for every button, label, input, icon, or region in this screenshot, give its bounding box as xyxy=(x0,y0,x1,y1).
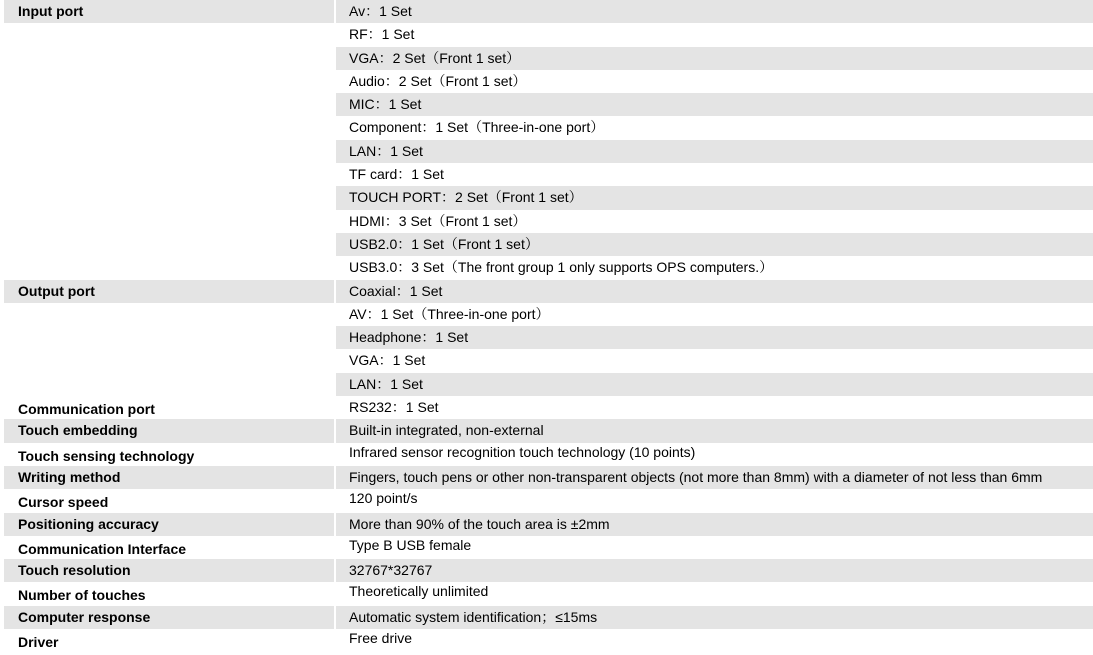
spec-label: Touch resolution xyxy=(4,559,334,582)
spec-label: Output port xyxy=(4,280,334,303)
spec-label xyxy=(4,93,334,116)
spec-value: TOUCH PORT：2 Set（Front 1 set） xyxy=(336,186,1093,209)
spec-value: LAN：1 Set xyxy=(336,373,1093,396)
table-row xyxy=(0,186,1093,209)
spec-label xyxy=(4,23,334,46)
spec-label xyxy=(4,256,334,279)
table-row xyxy=(0,349,1093,372)
spec-label: Computer response xyxy=(4,606,334,629)
spec-label: Communication port xyxy=(18,401,155,418)
spec-value: RS232：1 Set xyxy=(349,399,439,416)
table-row xyxy=(0,536,1093,559)
table-row xyxy=(0,163,1093,186)
spec-value: Fingers, touch pens or other non-transparent objects (not more than 8mm) with a diameter of not less than 6mm xyxy=(336,466,1093,489)
spec-label xyxy=(4,233,334,256)
table-row xyxy=(0,210,1093,233)
spec-value: Component：1 Set（Three-in-one port） xyxy=(349,119,605,136)
spec-label: Driver xyxy=(18,634,59,651)
spec-label xyxy=(4,210,334,233)
table-row xyxy=(0,629,1093,652)
spec-value: RF：1 Set xyxy=(349,26,415,43)
table-row xyxy=(0,93,1093,116)
spec-value: HDMI：3 Set（Front 1 set） xyxy=(349,212,527,229)
spec-label xyxy=(4,373,334,396)
spec-label: Input port xyxy=(4,0,334,23)
table-row xyxy=(0,0,1093,23)
table-row xyxy=(0,606,1093,629)
spec-value: Built-in integrated, non-external xyxy=(336,419,1093,442)
spec-label xyxy=(4,116,334,139)
spec-label xyxy=(4,47,334,70)
spec-label: Writing method xyxy=(4,466,334,489)
spec-value: Av：1 Set xyxy=(336,0,1093,23)
spec-value: Headphone：1 Set xyxy=(336,326,1093,349)
spec-label: Touch sensing technology xyxy=(18,447,195,464)
table-row xyxy=(0,233,1093,256)
table-row xyxy=(0,140,1093,163)
spec-value: 120 point/s xyxy=(349,490,418,507)
spec-value: Coaxial：1 Set xyxy=(336,280,1093,303)
spec-value: AV：1 Set（Three-in-one port） xyxy=(349,305,550,322)
spec-value: MIC：1 Set xyxy=(336,93,1093,116)
table-row xyxy=(0,466,1093,489)
table-row xyxy=(0,23,1093,46)
spec-value: Free drive xyxy=(349,630,413,647)
spec-value: Type B USB female xyxy=(349,536,472,553)
spec-value: Automatic system identification；≤15ms xyxy=(336,606,1093,629)
spec-value: USB2.0：1 Set（Front 1 set） xyxy=(336,233,1093,256)
table-row xyxy=(0,443,1093,466)
spec-value: Theoretically unlimited xyxy=(349,583,489,600)
spec-value: VGA：2 Set（Front 1 set） xyxy=(336,47,1093,70)
spec-label xyxy=(4,70,334,93)
table-row xyxy=(0,582,1093,605)
table-row xyxy=(0,559,1093,582)
spec-label xyxy=(4,163,334,186)
table-row xyxy=(0,396,1093,419)
spec-label: Positioning accuracy xyxy=(4,513,334,536)
spec-value: LAN：1 Set xyxy=(336,140,1093,163)
table-row xyxy=(0,489,1093,512)
spec-label xyxy=(4,326,334,349)
spec-value: TF card：1 Set xyxy=(349,166,444,183)
table-row xyxy=(0,116,1093,139)
table-row xyxy=(0,256,1093,279)
spec-label xyxy=(4,303,334,326)
spec-label xyxy=(4,349,334,372)
spec-value: Infrared sensor recognition touch technology (10 points) xyxy=(349,443,696,460)
spec-value: 32767*32767 xyxy=(336,559,1093,582)
table-row xyxy=(0,70,1093,93)
spec-value: Audio：2 Set（Front 1 set） xyxy=(349,72,527,89)
table-row xyxy=(0,373,1093,396)
spec-value: USB3.0：3 Set（The front group 1 only supports OPS computers.） xyxy=(349,259,774,276)
table-row xyxy=(0,303,1093,326)
spec-label: Touch embedding xyxy=(4,419,334,442)
spec-label xyxy=(4,140,334,163)
table-row xyxy=(0,419,1093,442)
table-row xyxy=(0,513,1093,536)
spec-label: Cursor speed xyxy=(18,494,109,511)
table-row xyxy=(0,280,1093,303)
table-row xyxy=(0,47,1093,70)
spec-label xyxy=(4,186,334,209)
spec-label: Number of touches xyxy=(18,587,146,604)
spec-label: Communication Interface xyxy=(18,540,187,557)
spec-value: More than 90% of the touch area is ±2mm xyxy=(336,513,1093,536)
spec-value: VGA：1 Set xyxy=(349,352,426,369)
table-row xyxy=(0,326,1093,349)
